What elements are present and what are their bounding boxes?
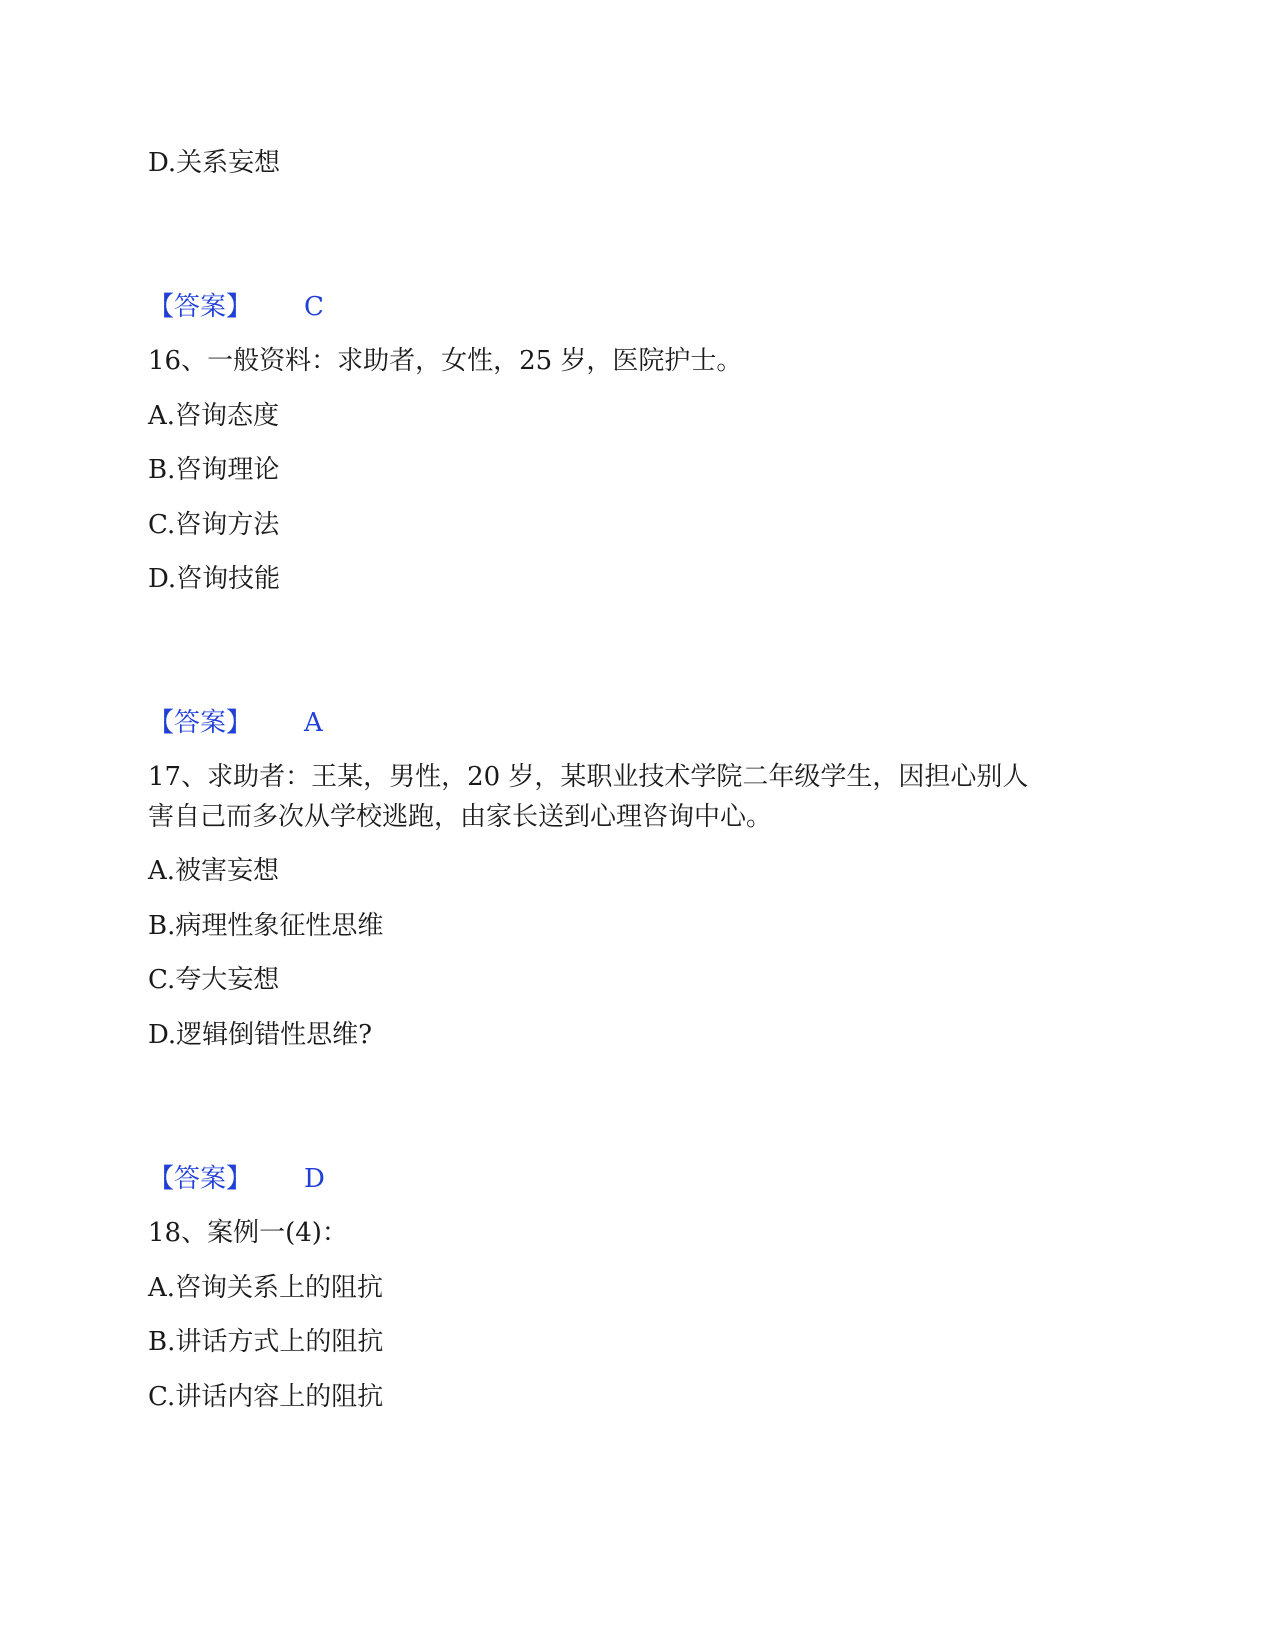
q16-option-c: C.咨询方法 <box>148 510 280 540</box>
q17-answer-value: D <box>304 1164 325 1194</box>
answer-label: 【答案】 <box>148 708 253 738</box>
q17-option-d: D.逻辑倒错性思维? <box>148 1020 373 1050</box>
answer-label: 【答案】 <box>148 292 253 322</box>
q15-option-d: D.关系妄想 <box>148 148 281 178</box>
q18-option-c: C.讲话内容上的阻抗 <box>148 1382 384 1412</box>
q18-option-b: B.讲话方式上的阻抗 <box>148 1327 384 1357</box>
q17-answer-line <box>148 1162 325 1196</box>
q17-stem-line2: 害自己而多次从学校逃跑，由家长送到心理咨询中心。 <box>148 802 773 832</box>
q17-option-c: C.夸大妄想 <box>148 965 280 995</box>
q16-stem: 16、一般资料：求助者，女性，25 岁，医院护士。 <box>148 346 743 376</box>
q16-answer-line <box>148 706 323 740</box>
q17-stem-line1: 17、求助者：王某，男性，20 岁，某职业技术学院二年级学生，因担心别人 <box>148 762 1029 792</box>
q17-option-b: B.病理性象征性思维 <box>148 911 384 941</box>
q16-option-d: D.咨询技能 <box>148 564 281 594</box>
answer-label: 【答案】 <box>148 1164 253 1194</box>
q16-option-a: A.咨询态度 <box>148 401 280 431</box>
q15-answer-line <box>148 290 324 324</box>
q17-option-a: A.被害妄想 <box>148 856 280 886</box>
q15-answer-value: C <box>304 292 324 322</box>
q16-option-b: B.咨询理论 <box>148 455 280 485</box>
q18-stem: 18、案例一(4)： <box>148 1218 348 1248</box>
q16-answer-value: A <box>304 708 323 738</box>
q18-option-a: A.咨询关系上的阻抗 <box>148 1273 384 1303</box>
